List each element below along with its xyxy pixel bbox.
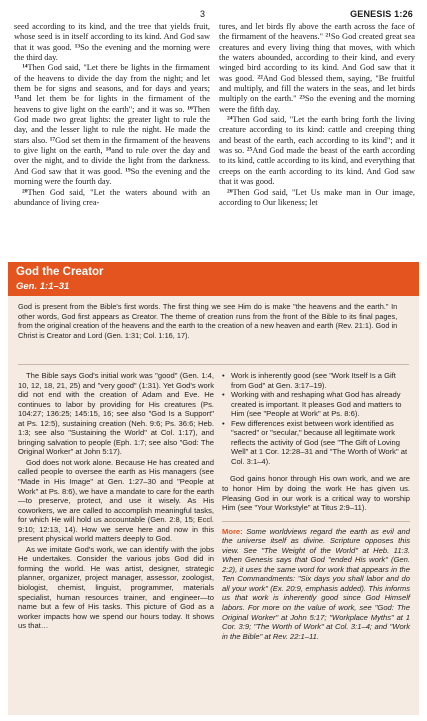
feature-intro: God is present from the Bible's first words. The first thing we see Him do is make "the heavens and the earth." In other words, God first appears as Creator. The theme of creation runs from the front of the Bible to its final pages, from the original creation of the heavens and the earth to the creation of a new heaven and earth (Rev. 21:1). God in Christ is Creator and Lord (Gen. 1:31; Col. 1:16, 17). — [18, 302, 398, 341]
bullet-item: • Working with and reshaping what God has already created is important. It pleases God and matters to Him (see "People at Work" at Ps. 8:6). — [222, 390, 410, 419]
bullet-item: • Few differences exist between work identified as "sacred" or "secular," because all legitimate work reflects the activity of God (see "The Gift of Loving Well" at 1 Cor. 12:28–31 and "The Worth of Work" at Col. 3:1–4). — [222, 419, 410, 467]
verse-number: 14 — [22, 63, 28, 70]
scripture-paragraph: $^{20}$Then God said, "Let the waters abound with an abundance of living crea- — [14, 187, 210, 207]
scripture-paragraph: tures, and let birds fly above the earth across the face of the firmament of the heavens." $^{21}$So God created great sea creatures and every living thing that moves, with which the waters abounded, according to their kind, and every winged bird according to its kind. And God saw that it was good. $^{22}$And God blessed them, saying, "Be fruitful and multiply, and fill the waters in the seas, and let birds multiply on the earth." $^{23}$So the evening and the morning were the fifth day. — [219, 22, 415, 114]
scripture-paragraph: $^{14}$Then God said, "Let there be lights in the firmament of the heavens to divide the day from the night; and let them be for signs and seasons, and for days and years; $^{15}$and let them be for lights in the firmament of the heavens to give light on the earth"; and it was so. $^{16}$Then God made two great lights: the greater light to rule the day, and the lesser light to rule the night. He made the stars also. $^{17}$God set them in the firmament of the heavens to give light on the earth, $^{18}$and to rule over the day and over the night, and to divide the light from the darkness. And God saw that it was good. $^{19}$So the evening and the morning were the fourth day. — [14, 63, 210, 187]
feature-title: God the Creator — [16, 266, 104, 278]
running-head-reference: GENESIS 1:26 — [350, 9, 413, 19]
verse-number: 13 — [74, 43, 81, 50]
divider — [18, 364, 409, 365]
feature-banner — [8, 262, 419, 296]
feature-paragraph: As we imitate God's work, we can identify with the jobs He undertakes. Consider the various jobs God did in forming the world. He was artist, designer, strategic planner, organizer, project manager, assessor, zoologist, biologist, chemist, linguist, programmer, materials specialist, human resources trainer, and engineer—to name but a few of His tasks. This picture of God as a worker impacts how we spend our hours today. It shows us that… — [18, 544, 214, 631]
verse-number: 20 — [22, 188, 28, 194]
divider — [222, 521, 410, 522]
closing-paragraph: God gains honor through His own work, and we are to honor Him by doing the work He has given us. Pleasing God in our work is a critical way to worship Him (see "Your Workstyle" at Titus 2:9–11). — [222, 474, 410, 513]
bullet-list — [222, 371, 410, 466]
bullet-item: • Work is inherently good (see "Work Itself Is a Gift from God" at Gen. 3:17–19). — [222, 371, 410, 390]
feature-box — [8, 296, 419, 715]
scripture-paragraph: $^{24}$Then God said, "Let the earth bring forth the living creature according to its kind: cattle and creeping thing and beast of the earth, each according to its kind"; and it was so. $^{25}$And God made the beast of the earth according to its kind, cattle according to its kind, and everything that creeps on the earth according to its kind. And God saw that it was good. — [219, 115, 415, 187]
scripture-right-column — [219, 22, 415, 250]
feature-reference: Gen. 1:1–31 — [16, 281, 70, 292]
page-number: 3 — [200, 9, 206, 19]
more-label: More: — [222, 526, 243, 536]
page-header — [0, 9, 427, 23]
verse-number: 21 — [325, 32, 331, 39]
verse-number: 26 — [227, 188, 233, 194]
verse-number: 18 — [105, 146, 112, 153]
more-note — [222, 527, 410, 642]
feature-paragraph: The Bible says God's initial work was "good" (Gen. 1:4, 10, 12, 18, 21, 25) and "very good" (1:31). Yet God's work did not end with the creation of Adam and Eve. He continues to labor by providing for His creatures (Ps. 104:27; 136:25; 145:15, 16; see also "God Is a Support" at Ps. 12:5), sustaining creation (Neh. 9:6; Ps. 36:6; Heb. 1:3; see also "Sustaining the World" at Col. 1:17), and bringing salvation to people (Eph. 1:7; see also "God: The Original Worker" at John 5:17). — [18, 371, 214, 457]
verse-number: 22 — [257, 74, 263, 81]
verse-number: 16 — [187, 105, 193, 112]
scripture-left-column — [14, 22, 210, 250]
scripture-paragraph: seed according to its kind, and the tree that yields fruit, whose seed is in itself according to its kind. And God saw that it was good. $^{13}$So the evening and the morning were the third day. — [14, 22, 210, 63]
verse-number: 25 — [246, 146, 253, 153]
verse-number: 17 — [49, 136, 56, 143]
feature-left-column — [18, 371, 214, 631]
verse-number: 23 — [299, 94, 305, 101]
feature-paragraph: God does not work alone. Because He has created and called people to oversee the earth as His managers (see "Made in His Image" at Gen. 1:27–30 and "People at Work" at Ps. 8:6), we have a mandate to care for the earth—to preserve, protect, and use it wisely. As His coworkers, we are called to accomplish meaningful tasks, for which He will hold us accountable (Gen. 2:8, 15; Eccl. 9:10; 12:13, 14). How we serve here and now in this present physical world matters deeply to God. — [18, 457, 214, 544]
verse-number: 24 — [227, 115, 233, 122]
more-text: Some worldviews regard the earth as evil and the universe itself as divine. Scripture opposes this view. See "The Weight of the World" at Heb. 11:3. When Genesis says that God "ended His work" (Gen. 2:2), it uses the same word for work that appears in the Ten Commandments: "Six days you shall labor and do all your work" (Ex. 20:9, emphasis added). This informs us that work is inherently good since God Himself labors. For more on the value of work, see "God: The Original Worker" at John 5:17; "Workplace Myths" at 1 Cor. 3:9; "The Worth of Work" at Col. 3:1–4; and "Work in the Bible" at Rev. 22:1–11. — [222, 526, 410, 641]
scripture-paragraph: $^{26}$Then God said, "Let Us make man in Our image, according to Our likeness; let — [219, 187, 415, 207]
verse-number: 19 — [125, 167, 131, 174]
feature-right-column — [222, 371, 410, 641]
scripture-columns — [14, 22, 415, 250]
verse-number: 15 — [14, 94, 20, 101]
